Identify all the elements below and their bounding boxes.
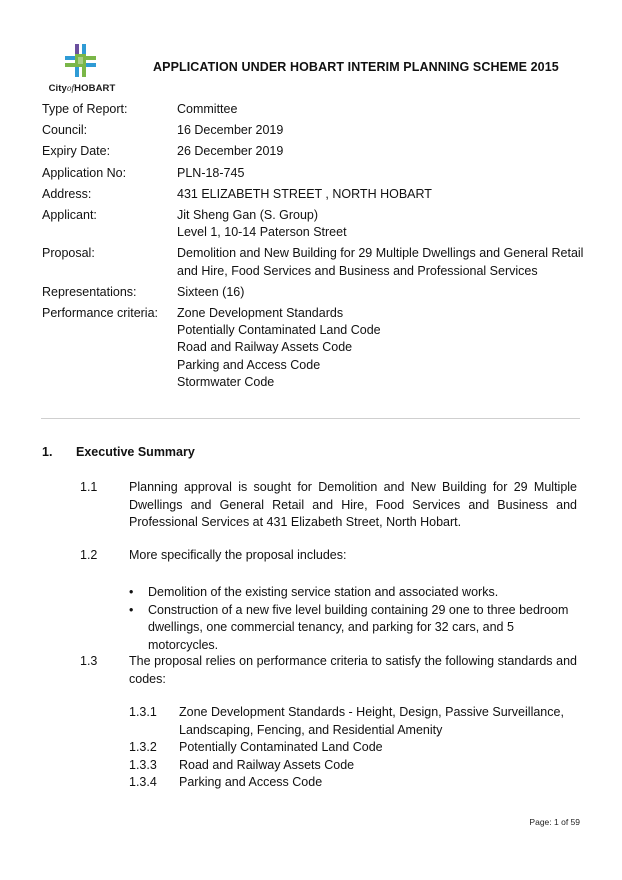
meta-value: 431 ELIZABETH STREET , NORTH HOBART [177, 186, 432, 201]
meta-row-proposal [42, 245, 582, 279]
section-divider [41, 418, 580, 419]
paragraph-text: More specifically the proposal includes: [129, 548, 347, 562]
page-number: Page: 1 of 59 [529, 817, 580, 827]
document-title: APPLICATION UNDER HOBART INTERIM PLANNING SCHEME 2015 [153, 60, 559, 74]
section-title: Executive Summary [76, 445, 195, 459]
meta-value: Demolition and New Building for 29 Multiple Dwellings and General Retail [177, 246, 584, 261]
criteria-sublist [129, 704, 581, 792]
meta-row-application-no [42, 165, 582, 182]
meta-value: Parking and Access Code [177, 357, 321, 372]
subitem-number: 1.3.4 [129, 775, 157, 789]
logo-wordmark: CityofHOBART [48, 83, 116, 94]
section-number: 1. [42, 445, 53, 459]
meta-label: Application No: [42, 165, 127, 180]
meta-value: Jit Sheng Gan (S. Group) [177, 208, 319, 223]
meta-value: Potentially Contaminated Land Code [177, 323, 381, 338]
list-item [129, 757, 581, 775]
meta-label: Applicant: [42, 208, 97, 223]
list-item: • Construction of a new five level building containing 29 one to three bedroom dwellings, one commercial tenancy, and parking for 32 cars, and 5 motorcycles. [129, 602, 569, 652]
list-item: • Demolition of the existing service station and associated works. [129, 584, 579, 602]
meta-value: 16 December 2019 [177, 123, 284, 138]
meta-row-type [42, 101, 582, 118]
meta-row-expiry [42, 143, 582, 160]
meta-value: PLN-18-745 [177, 165, 245, 180]
bullet-icon: • [129, 602, 134, 617]
section-heading [42, 445, 195, 459]
meta-label: Proposal: [42, 246, 95, 261]
subitem-text: Road and Railway Assets Code [179, 757, 355, 772]
meta-value: Stormwater Code [177, 374, 275, 389]
subitem-text: Potentially Contaminated Land Code [179, 740, 383, 754]
meta-value: Sixteen (16) [177, 284, 245, 299]
list-item [129, 739, 581, 757]
paragraph-number: 1.3 [80, 654, 98, 668]
list-item [129, 704, 581, 739]
hobart-cross-icon [61, 44, 101, 82]
paragraph-number: 1.2 [80, 548, 98, 562]
meta-value: and Hire, Food Services and Business and Professional Services [177, 263, 538, 278]
meta-label: Council: [42, 123, 88, 138]
meta-label: Expiry Date: [42, 144, 111, 159]
subitem-number: 1.3.3 [129, 757, 157, 772]
subitem-text: Parking and Access Code [179, 775, 323, 789]
meta-label: Performance criteria: [42, 306, 159, 321]
meta-value: Committee [177, 102, 238, 116]
subitem-text: Zone Development Standards - Height, Design, Passive Surveillance, Landscaping, Fencing, and Residential Amenity [179, 705, 564, 737]
subitem-number: 1.3.2 [129, 740, 157, 754]
proposal-bullet-list [129, 584, 579, 654]
report-metadata [42, 101, 582, 395]
meta-value: Road and Railway Assets Code [177, 340, 353, 355]
city-of-hobart-logo [44, 44, 120, 98]
paragraph-text: The proposal relies on performance criteria to satisfy the following standards and codes: [129, 654, 577, 686]
meta-value: 26 December 2019 [177, 144, 284, 159]
meta-row-address [42, 186, 582, 203]
meta-label: Address: [42, 186, 92, 201]
paragraph-number: 1.1 [80, 480, 98, 494]
bullet-icon: • [129, 585, 134, 599]
list-item [129, 774, 581, 792]
meta-row-applicant [42, 207, 582, 241]
meta-label: Representations: [42, 284, 137, 299]
meta-label: Type of Report: [42, 102, 128, 116]
meta-value: Level 1, 10-14 Paterson Street [177, 225, 347, 240]
meta-row-performance-criteria [42, 305, 582, 391]
meta-row-representations [42, 284, 582, 301]
paragraph-text: Planning approval is sought for Demolition and New Building for 29 Multiple Dwellings and General Retail and Hire, Food Services and Business and Professional Services at 431 Elizabeth Street, North Hobart. [129, 480, 577, 529]
subitem-number: 1.3.1 [129, 705, 157, 719]
meta-row-council [42, 122, 582, 139]
meta-value: Zone Development Standards [177, 306, 344, 321]
